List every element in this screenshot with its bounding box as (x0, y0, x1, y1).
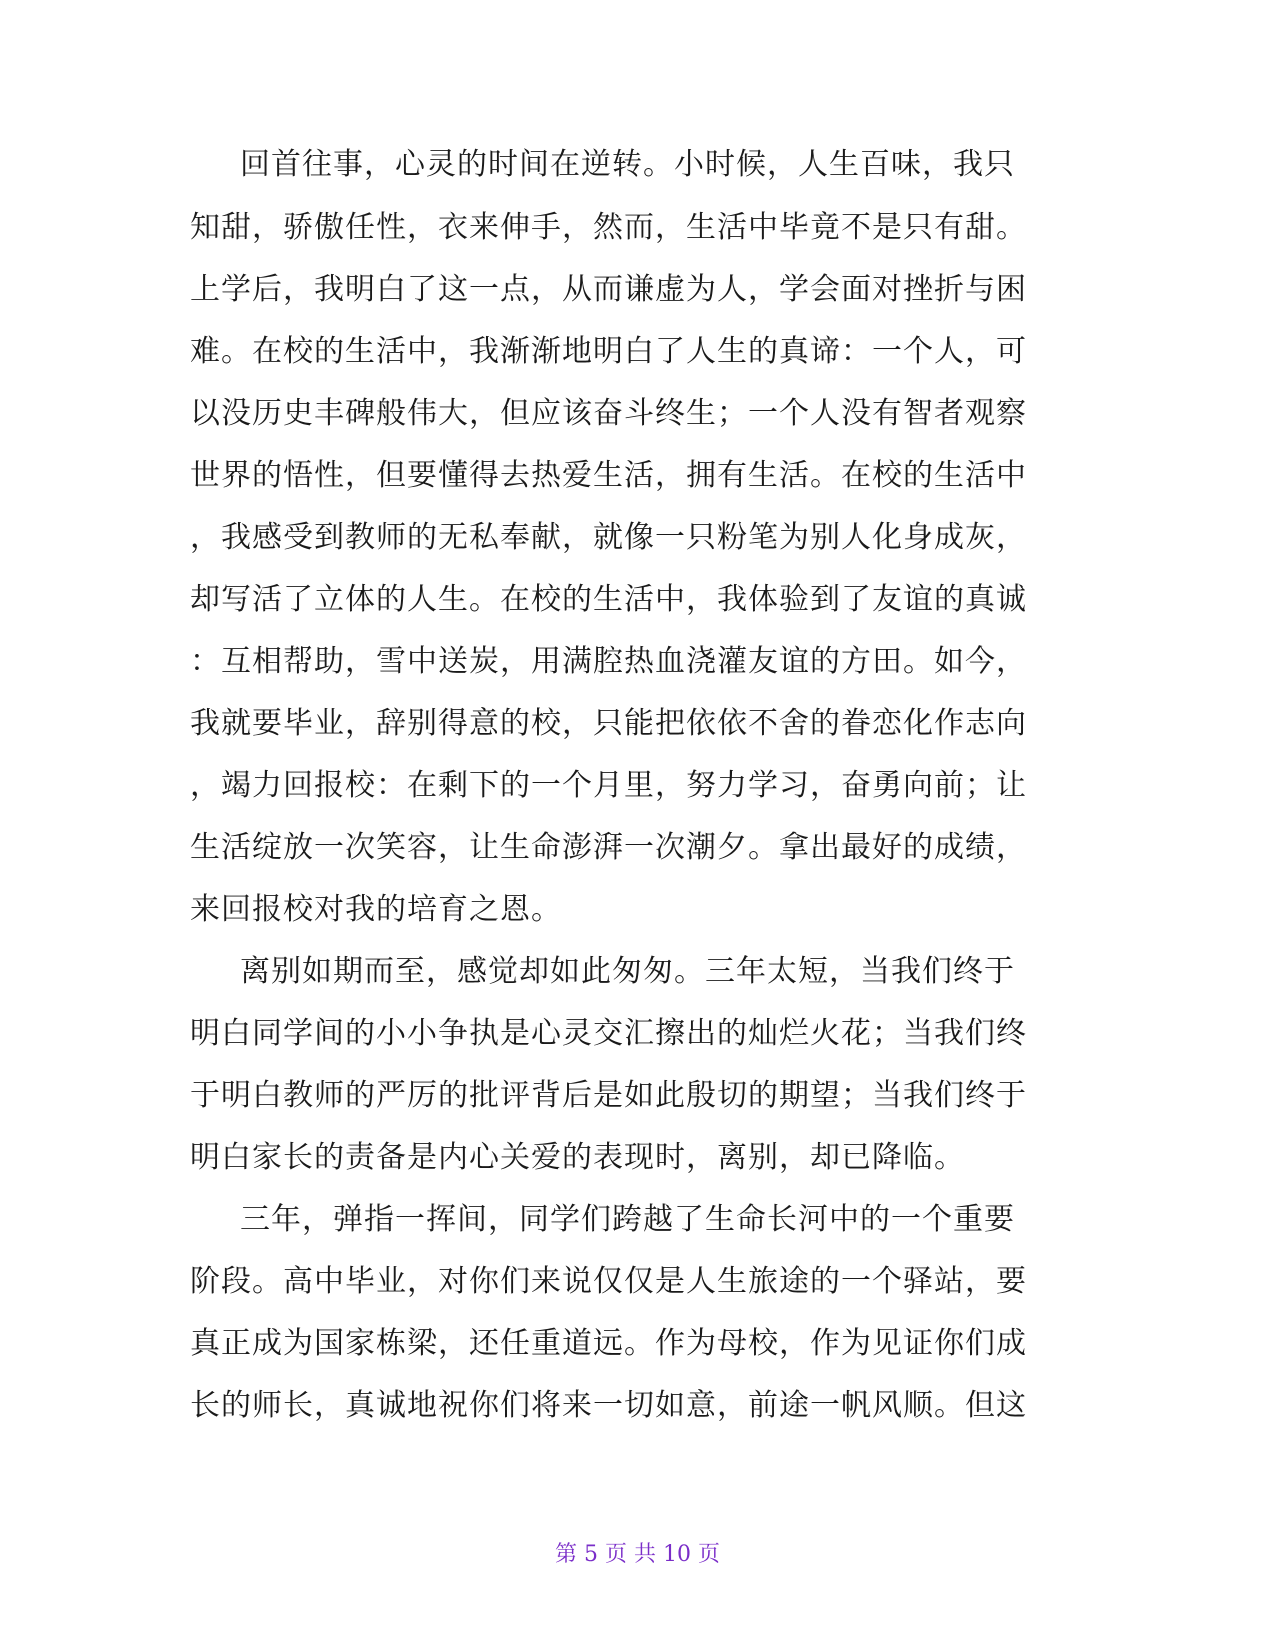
text-line: 来回报校对我的培育之恩。 (190, 892, 562, 927)
page-number-footer: 第 5 页 共 10 页 (555, 1542, 720, 1567)
text-line: 知甜，骄傲任性，衣来伸手，然而，生活中毕竟不是只有甜。 (190, 210, 1027, 245)
text-line: 以没历史丰碑般伟大，但应该奋斗终生；一个人没有智者观察 (190, 396, 1027, 431)
text-line: 长的师长，真诚地祝你们将来一切如意，前途一帆风顺。但这 (190, 1388, 1027, 1423)
text-line: 真正成为国家栋梁，还任重道远。作为母校，作为见证你们成 (190, 1326, 1027, 1361)
text-line: 明白同学间的小小争执是心灵交汇擦出的灿烂火花；当我们终 (190, 1016, 1027, 1051)
text-line: 回首往事，心灵的时间在逆转。小时候，人生百味，我只 (240, 147, 1015, 182)
text-line: 却写活了立体的人生。在校的生活中，我体验到了友谊的真诚 (190, 582, 1027, 617)
text-line: ，竭力回报校：在剩下的一个月里，努力学习，奋勇向前；让 (190, 768, 1027, 803)
text-line: 世界的悟性，但要懂得去热爱生活，拥有生活。在校的生活中 (190, 458, 1027, 493)
text-line: 生活绽放一次笑容，让生命澎湃一次潮夕。拿出最好的成绩， (190, 830, 1027, 865)
text-line: 三年，弹指一挥间，同学们跨越了生命长河中的一个重要 (240, 1202, 1015, 1237)
text-line: 阶段。高中毕业，对你们来说仅仅是人生旅途的一个驿站，要 (190, 1264, 1027, 1299)
text-line: ，我感受到教师的无私奉献，就像一只粉笔为别人化身成灰， (190, 520, 1027, 555)
text-line: 我就要毕业，辞别得意的校，只能把依依不舍的眷恋化作志向 (190, 706, 1027, 741)
text-line: 明白家长的责备是内心关爱的表现时，离别，却已降临。 (190, 1140, 965, 1175)
text-line: 上学后，我明白了这一点，从而谦虚为人，学会面对挫折与困 (190, 272, 1027, 307)
text-line: 离别如期而至，感觉却如此匆匆。三年太短，当我们终于 (240, 954, 1015, 989)
text-line: 难。在校的生活中，我渐渐地明白了人生的真谛：一个人，可 (190, 334, 1027, 369)
text-line: ：互相帮助，雪中送炭，用满腔热血浇灌友谊的方田。如今， (190, 644, 1027, 679)
text-line: 于明白教师的严厉的批评背后是如此殷切的期望；当我们终于 (190, 1078, 1027, 1113)
